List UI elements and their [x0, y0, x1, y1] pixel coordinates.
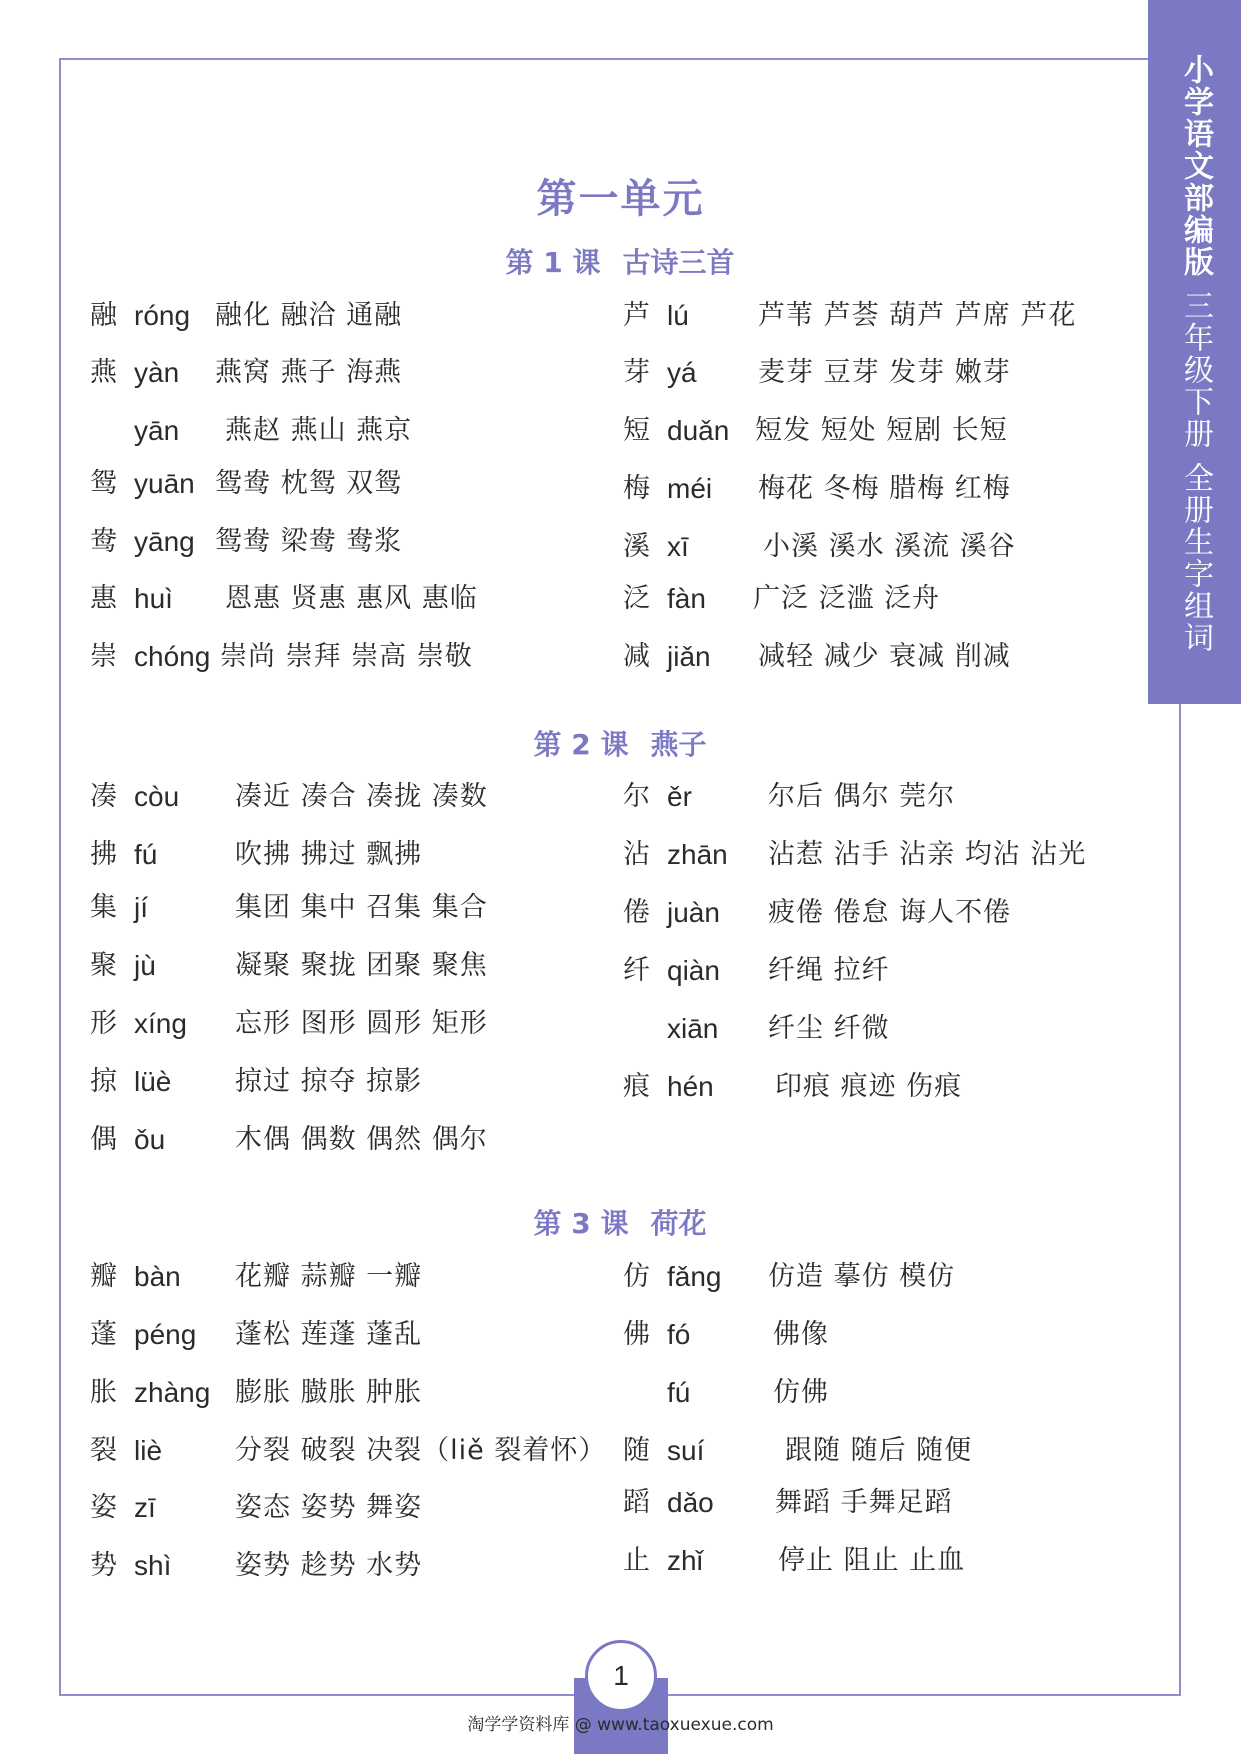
lesson-title	[320, 723, 920, 763]
entry-character: 裂	[90, 1435, 117, 1466]
entry-character: 鸳	[90, 468, 117, 499]
footer-watermark: 淘学学资料库 @ www.taoxuexue.com	[467, 1715, 774, 1735]
entry-pinyin: còu	[134, 781, 180, 812]
entry-pinyin: lú	[667, 300, 689, 331]
entry-pinyin: xī	[667, 531, 689, 562]
entry-words: 鸳鸯 枕鸳 双鸳	[215, 468, 403, 499]
entry-words: 鸳鸯 梁鸯 鸯浆	[215, 526, 403, 557]
entry-character: 凑	[90, 781, 117, 812]
entry-words: 忘形 图形 圆形 矩形	[235, 1008, 488, 1039]
entry-pinyin: yāng	[134, 526, 195, 557]
entry-pinyin: chóng	[134, 641, 211, 672]
side-tab	[1148, 0, 1241, 704]
lesson-number: 第 2 课	[533, 728, 629, 761]
entry-pinyin: zhǐ	[667, 1545, 703, 1576]
entry-words: 佛像	[773, 1319, 829, 1350]
entry-character: 随	[623, 1435, 650, 1466]
unit-title: 第一单元	[536, 176, 705, 222]
page-number-badge	[574, 1640, 668, 1754]
entry-character: 形	[90, 1008, 117, 1039]
side-tab-grade: 三年级下册	[1178, 290, 1213, 450]
entry-character: 梅	[623, 473, 650, 504]
entry-words: 麦芽 豆芽 发芽 嫩芽	[758, 357, 1011, 388]
entry-character: 胀	[90, 1377, 117, 1408]
lesson-title	[320, 241, 920, 281]
entry-words: 小溪 溪水 溪流 溪谷	[763, 531, 1016, 562]
entry-pinyin: ǒu	[134, 1124, 166, 1155]
entry-character: 芦	[623, 300, 650, 331]
lesson-name: 燕子	[650, 728, 707, 761]
entry-character: 偶	[90, 1124, 117, 1155]
entry-words: 膨胀 臌胀 肿胀	[235, 1377, 423, 1408]
entry-words: 恩惠 贤惠 惠风 惠临	[225, 583, 478, 614]
entry-character: 瓣	[90, 1261, 117, 1292]
entry-pinyin: juàn	[667, 897, 720, 928]
entry-pinyin: yān	[134, 415, 180, 446]
lesson-title	[320, 1202, 920, 1242]
entry-pinyin: fǎng	[667, 1261, 722, 1292]
entry-pinyin: jiǎn	[667, 641, 711, 672]
entry-pinyin: jù	[134, 950, 156, 981]
entry-words: 纤尘 纤微	[768, 1013, 890, 1044]
entry-character: 减	[623, 641, 650, 672]
entry-words: 停止 阻止 止血	[778, 1545, 966, 1576]
entry-pinyin: ěr	[667, 781, 692, 812]
entry-pinyin: jí	[134, 892, 148, 923]
entry-words: 花瓣 蒜瓣 一瓣	[235, 1261, 423, 1292]
entry-pinyin: zhàng	[134, 1377, 211, 1408]
entry-character: 蹈	[623, 1487, 650, 1518]
entry-pinyin: huì	[134, 583, 173, 614]
entry-character: 短	[623, 415, 650, 446]
entry-words: 梅花 冬梅 腊梅 红梅	[758, 473, 1011, 504]
entry-character: 势	[90, 1550, 117, 1581]
entry-pinyin: duǎn	[667, 415, 730, 446]
entry-words: 木偶 偶数 偶然 偶尔	[235, 1124, 488, 1155]
entry-words: 尔后 偶尔 莞尔	[768, 781, 956, 812]
entry-words: 疲倦 倦怠 诲人不倦	[768, 897, 1012, 928]
entry-character: 芽	[623, 357, 650, 388]
entry-words: 仿佛	[773, 1377, 829, 1408]
entry-pinyin: yàn	[134, 357, 180, 388]
entry-words: 凑近 凑合 凑拢 凑数	[235, 781, 488, 812]
entry-pinyin: yá	[667, 357, 697, 388]
entry-words: 减轻 减少 衰减 削减	[758, 641, 1011, 672]
entry-words: 短发 短处 短剧 长短	[755, 415, 1008, 446]
entry-pinyin: méi	[667, 473, 713, 504]
page-number: 1	[585, 1640, 657, 1712]
entry-words: 燕赵 燕山 燕京	[225, 415, 413, 446]
entry-words: 凝聚 聚拢 团聚 聚焦	[235, 950, 488, 981]
entry-words: 燕窝 燕子 海燕	[215, 357, 403, 388]
entry-words: 纤绳 拉纤	[768, 955, 890, 986]
entry-words: 崇尚 崇拜 崇高 崇敬	[220, 641, 473, 672]
entry-character: 尔	[623, 781, 650, 812]
side-tab-series: 小学语文部编版	[1178, 54, 1213, 278]
entry-character: 蓬	[90, 1319, 117, 1350]
entry-character: 拂	[90, 839, 117, 870]
entry-character: 集	[90, 892, 117, 923]
entry-character: 崇	[90, 641, 117, 672]
entry-character: 沾	[623, 839, 650, 870]
entry-pinyin: fó	[667, 1319, 691, 1350]
entry-character: 燕	[90, 357, 117, 388]
entry-words: 芦苇 芦荟 葫芦 芦席 芦花	[758, 300, 1077, 331]
entry-words: 沾惹 沾手 沾亲 均沾 沾光	[768, 839, 1087, 870]
entry-words: 分裂 破裂 决裂（liě 裂着怀）	[235, 1435, 607, 1466]
entry-words: 舞蹈 手舞足蹈	[775, 1487, 953, 1518]
lesson-name: 古诗三首	[622, 246, 735, 279]
entry-pinyin: péng	[134, 1319, 197, 1350]
entry-words: 融化 融洽 通融	[215, 300, 403, 331]
side-tab-topic: 全册生字组词	[1178, 462, 1213, 654]
entry-pinyin: zī	[134, 1492, 156, 1523]
entry-words: 蓬松 莲蓬 蓬乱	[235, 1319, 423, 1350]
entry-pinyin: bàn	[134, 1261, 181, 1292]
entry-pinyin: qiàn	[667, 955, 720, 986]
entry-pinyin: xíng	[134, 1008, 187, 1039]
entry-character: 痕	[623, 1071, 650, 1102]
entry-character: 惠	[90, 583, 117, 614]
entry-words: 仿造 摹仿 模仿	[768, 1261, 956, 1292]
entry-words: 印痕 痕迹 伤痕	[775, 1071, 963, 1102]
entry-words: 姿态 姿势 舞姿	[235, 1492, 423, 1523]
entry-character: 鸯	[90, 526, 117, 557]
entry-pinyin: róng	[134, 300, 191, 331]
entry-pinyin: fú	[667, 1377, 691, 1408]
entry-pinyin: fú	[134, 839, 158, 870]
lesson-number: 第 1 课	[505, 246, 601, 279]
entry-character: 止	[623, 1545, 650, 1576]
entry-words: 掠过 掠夺 掠影	[235, 1066, 423, 1097]
entry-pinyin: hén	[667, 1071, 714, 1102]
entry-character: 倦	[623, 897, 650, 928]
entry-pinyin: zhān	[667, 839, 728, 870]
entry-pinyin: fàn	[667, 583, 706, 614]
entry-words: 广泛 泛滥 泛舟	[753, 583, 941, 614]
entry-words: 姿势 趁势 水势	[235, 1550, 423, 1581]
entry-character: 佛	[623, 1319, 650, 1350]
entry-pinyin: dǎo	[667, 1487, 714, 1518]
entry-pinyin: liè	[134, 1435, 163, 1466]
entry-words: 跟随 随后 随便	[785, 1435, 973, 1466]
entry-character: 泛	[623, 583, 650, 614]
entry-pinyin: yuān	[134, 468, 195, 499]
entry-character: 溪	[623, 531, 650, 562]
entry-pinyin: lüè	[134, 1066, 172, 1097]
entry-character: 纤	[623, 955, 650, 986]
entry-character: 仿	[623, 1261, 650, 1292]
entry-pinyin: xiān	[667, 1013, 719, 1044]
entry-character: 姿	[90, 1492, 117, 1523]
entry-character: 融	[90, 300, 117, 331]
entry-character: 聚	[90, 950, 117, 981]
entry-pinyin: shì	[134, 1550, 172, 1581]
entry-character: 掠	[90, 1066, 117, 1097]
entry-pinyin: suí	[667, 1435, 705, 1466]
lesson-number: 第 3 课	[533, 1207, 629, 1240]
entry-words: 集团 集中 召集 集合	[235, 892, 488, 923]
entry-words: 吹拂 拂过 飘拂	[235, 839, 423, 870]
lesson-name: 荷花	[650, 1207, 707, 1240]
